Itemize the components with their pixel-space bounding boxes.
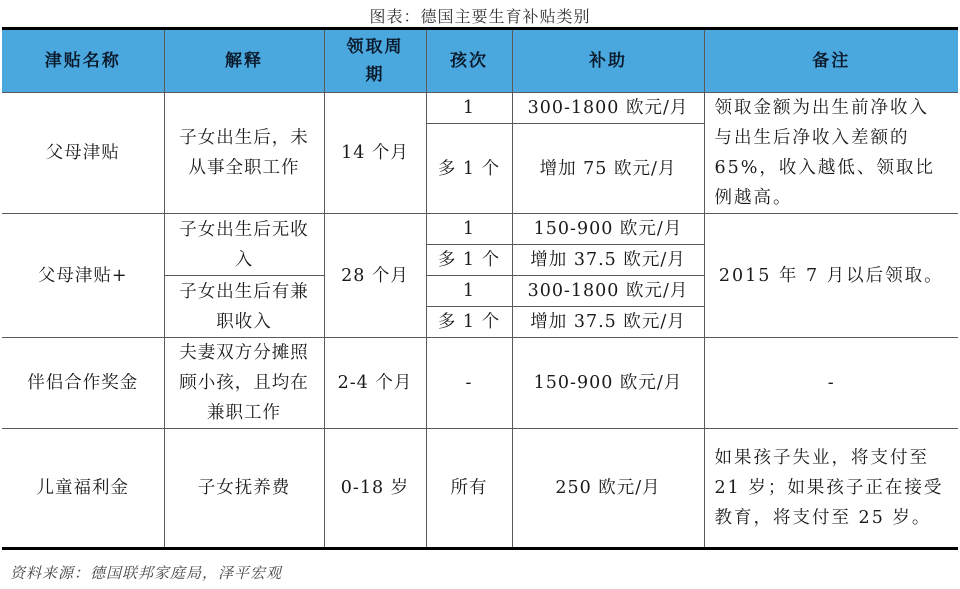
cell-subsidy: 300-1800 欧元/月 bbox=[512, 93, 704, 124]
cell-children: 多 1 个 bbox=[426, 124, 512, 214]
cell-note: 2015 年 7 月以后领取。 bbox=[704, 214, 958, 338]
cell-period: 2-4 个月 bbox=[324, 338, 426, 429]
cell-children: 1 bbox=[426, 276, 512, 307]
cell-children: 所有 bbox=[426, 429, 512, 549]
cell-subsidy: 150-900 欧元/月 bbox=[512, 214, 704, 245]
table-row bbox=[2, 214, 958, 245]
cell-subsidy: 150-900 欧元/月 bbox=[512, 338, 704, 429]
cell-explain: 子女出生后有兼职收入 bbox=[164, 276, 324, 338]
cell-subsidy: 增加 37.5 欧元/月 bbox=[512, 245, 704, 276]
cell-children: 多 1 个 bbox=[426, 245, 512, 276]
cell-name: 儿童福利金 bbox=[2, 429, 164, 549]
cell-children: - bbox=[426, 338, 512, 429]
cell-subsidy: 增加 37.5 欧元/月 bbox=[512, 307, 704, 338]
cell-children: 1 bbox=[426, 93, 512, 124]
cell-period: 28 个月 bbox=[324, 214, 426, 338]
header-note: 备注 bbox=[704, 29, 958, 93]
subsidy-table bbox=[2, 27, 958, 550]
cell-note: 领取金额为出生前净收入与出生后净收入差额的 65%，收入越低、领取比例越高。 bbox=[704, 93, 958, 214]
cell-subsidy: 增加 75 欧元/月 bbox=[512, 124, 704, 214]
source-note: 资料来源：德国联邦家庭局，泽平宏观 bbox=[10, 564, 283, 582]
header-name: 津贴名称 bbox=[2, 29, 164, 93]
cell-explain: 子女抚养费 bbox=[164, 429, 324, 549]
cell-note: 如果孩子失业，将支付至 21 岁；如果孩子正在接受教育，将支付至 25 岁。 bbox=[704, 429, 958, 549]
cell-note: - bbox=[704, 338, 958, 429]
cell-explain: 子女出生后，未从事全职工作 bbox=[164, 93, 324, 214]
header-children: 孩次 bbox=[426, 29, 512, 93]
header-period: 领取周期 bbox=[324, 29, 426, 93]
table-row bbox=[2, 93, 958, 124]
cell-name: 父母津贴 bbox=[2, 93, 164, 214]
cell-name: 伴侣合作奖金 bbox=[2, 338, 164, 429]
cell-subsidy: 300-1800 欧元/月 bbox=[512, 276, 704, 307]
cell-explain: 夫妻双方分摊照顾小孩，且均在兼职工作 bbox=[164, 338, 324, 429]
cell-period: 0-18 岁 bbox=[324, 429, 426, 549]
cell-children: 多 1 个 bbox=[426, 307, 512, 338]
cell-name: 父母津贴+ bbox=[2, 214, 164, 338]
cell-children: 1 bbox=[426, 214, 512, 245]
header-row bbox=[2, 29, 958, 93]
table-row bbox=[2, 429, 958, 549]
cell-subsidy: 250 欧元/月 bbox=[512, 429, 704, 549]
cell-period: 14 个月 bbox=[324, 93, 426, 214]
table-row bbox=[2, 338, 958, 429]
cell-explain: 子女出生后无收入 bbox=[164, 214, 324, 276]
header-subsidy: 补助 bbox=[512, 29, 704, 93]
table-caption: 图表：德国主要生育补贴类别 bbox=[369, 7, 591, 26]
header-explain: 解释 bbox=[164, 29, 324, 93]
